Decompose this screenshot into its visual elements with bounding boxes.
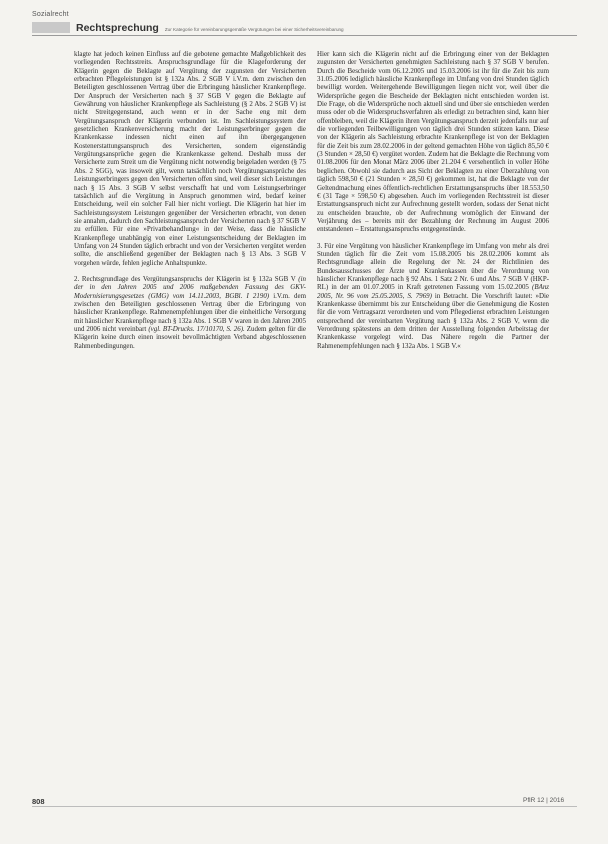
section-label: Sozialrecht: [32, 11, 69, 18]
left-paragraph-2-start: 2. Rechtsgrundlage des Vergütungsanspruchs der Klägerin ist § 132a SGB V: [74, 274, 299, 283]
right-paragraph-1: Hier kann sich die Klägerin nicht auf die Erbringung einer von der Beklagten zugunsten der Versicherten genehmigten Sachleistung nach § 37 SGB V berufen. Durch die Bescheide vom 06.12.2005 und 15.03.2006 ist ihr für die Zeit bis zum 31.05.2006 lediglich häusliche Krankenpflege im Umfang von drei Stunden täglich bewilligt worden. Weitergehende Bewilligungen liegen nicht vor, weil über die Widersprüche gegen die Bescheide der Beklagten nicht entschieden worden ist. Die Frage, ob die Widersprüche noch aktuell sind und über sie entschieden werden muss oder ob die Widerspruchsverfahren als erledigt zu betrachten sind, kann hier offenbleiben, weil die Klägerin ihren Vergütungsanspruch derzeit jedenfalls nur auf die vorliegenden Teilbewilligungen von täglich drei Stunden stützen kann. Diese von der Klägerin als Sachleistung erbrachte Krankenpflege ist von der Beklagten für die Zeit bis zum 28.02.2006 in der geltend gemachten Höhe von täglich 85,50 € (3 Stunden × 28,50 €) vergütet worden. Zudem hat die Beklagte die Rechnung vom 01.08.2006 für den Monat März 2006 über 21.204 € versehentlich in voller Höhe beglichen. Obwohl sie dadurch aus Sicht der Beklagten zu einer Überzahlung von täglich 598,50 € (21 Stunden × 28,50 €) gekommen ist, hat die Beklagte von der Geltendmachung eines öffentlich-rechtlichen Erstattungsanspruchs über 18.553,50 € (31 Tage × 598,50 €) abgesehen. Auch im vorliegenden Rechtsstreit ist dieser Erstattungsanspruch nicht zur Aufrechnung gestellt worden, sodass der Senat nicht zu entscheiden brauchte, ob der Aufrechnung womöglich der Einwand der Verjährung des – bereits mit der Bezahlung der Rechnung im August 2006 entstandenen – Erstattungsanspruchs entgegenstünde.: [317, 50, 549, 234]
running-header: [32, 20, 577, 36]
left-paragraph-2: [74, 275, 306, 350]
left-paragraph-2-citation: (in der in den Jahren 2005 und 2006 maßgebenden Fassung des GKV-Modernisierungsgesetzes (GMG) vom 14.11.2003, BGBl. I 2190): [74, 274, 306, 300]
header-accent-bar: [32, 22, 70, 33]
journal-issue: PflR 12 | 2016: [523, 797, 565, 804]
footer-divider: [32, 806, 577, 807]
left-paragraph-2-end: i.V.m. dem zwischen den Beteiligten geschlossenen Vertrag über die Erbringung von häuslicher Krankenpflege. Rahmenempfehlungen über die einheitliche Versorgung mit häuslicher Krankenpflege nach § 132a Abs. 1 SGB V waren in den Jahren 2005 und 2006 nicht vereinbart: [74, 291, 306, 333]
left-paragraph-2-citation-2: (vgl. BT-Drucks. 17/10170, S. 26).: [148, 325, 245, 333]
left-paragraph-2-tail: Zudem gelten für die Klägerin keine durch einen insoweit bevollmächtigten Verband abgeschlossenen Rahmenbedingungen.: [74, 325, 306, 350]
header-title: Rechtsprechung: [76, 22, 159, 34]
header-subtitle: Zur Kategorie für vereinbarungsgemäße Vergütungen bei einer Sicherheitsvereinbarung: [164, 27, 344, 32]
left-paragraph-1: klagte hat jedoch keinen Einfluss auf die gebotene gemachte Maßgeblichkeit des vorliegenden Rechtsstreits. Anspruchsgrundlage für die Klageforderung der Klägerin gegen die Beklagte auf Vergütung der zugunsten der Versicherten erbrachten Pflegeleistungen ist § 132a Abs. 2 SGB V i.V.m. dem zwischen den Beteiligten geschlossenen Vertrag über die Erbringung häuslicher Krankenpflege. Der Anspruch der Versicherten nach § 37 SGB V gegen die Beklagte auf Gewährung von häuslicher Krankenpflege als Sachleistung (§ 2 Abs. 2 SGB V) ist nicht Streitgegenstand, auch wenn er in der Sache eng mit dem Vergütungsanspruch der Klägerin verbunden ist. Im Sachleistungssystem der gesetzlichen Krankenversicherung macht der Leistungserbringer gegen die Krankenkasse indessen nicht einen auf ihn übergegangenen Kostenerstattungsanspruch des Versicherten, sondern eigenständig Vergütungsansprüche gegen die Krankenkasse geltend. Deshalb muss der Versicherte zum Streit um die Vergütung nicht notwendig beigeladen werden (§ 75 Abs. 2 SGG), was insoweit gilt, wenn tatsächlich noch Vergütungsansprüche des Leistungserbringers gegen den Versicherten offen sind, weil dieser sich Leistungen nach § 15 Abs. 3 SGB V selbst verschafft hat und vom Leistungserbringer tatsächlich auf die Vergütung in Anspruch genommen wird, bedarf keiner Entscheidung, weil ein solcher Fall hier nicht vorliegt. Die Klägerin hat hier im Sachleistungssystem Leistungen gegenüber der Versicherten erbracht, von denen sie annahm, dadurch den Sachleistungsanspruch der Versicherten nach § 37 SGB V zu erfüllen. Für eine »Privatbehandlung« in der Weise, dass die häusliche Krankenpflege unabhängig von einer Leistungsentscheidung der Beklagten im Umfang von 24 Stunden täglich erbracht und von der Versicherten vergütet werden sollte, die anschließend gegenüber der Beklagten nach § 13 Abs. 3 SGB V vorgehen würde, fehlen jegliche Anhaltspunkte.: [74, 50, 306, 267]
right-column: [317, 50, 549, 350]
right-paragraph-2: [317, 242, 549, 350]
right-paragraph-2-citation: (BAnz 2005, Nr. 96 vom 25.05.2005, S. 7969): [317, 283, 549, 300]
left-column: [74, 50, 306, 350]
right-paragraph-2-end: in Betracht. Die Vorschrift lautet: »Die Krankenkasse übernimmt bis zur Entscheidung über die Genehmigung die Kosten für die vom Vertragsarzt verordneten und vom Pflegedienst erbrachten Leistungen entsprechend der vereinbarten Vergütung nach § 132a Abs. 2 SGB V, wenn die Verordnung spätestens an dem dritten der Ausstellung folgenden Arbeitstag der Krankenkasse vorgelegt wird. Das Nähere regeln die Partner der Rahmenempfehlungen nach § 132a Abs. 1 SGB V.«: [317, 291, 549, 350]
page-number: 808: [32, 797, 45, 806]
right-paragraph-2-start: 3. Für eine Vergütung von häuslicher Krankenpflege im Umfang von mehr als drei Stunden täglich für die Zeit vom 15.08.2005 bis 28.02.2006 kommt als Rechtsgrundlage allein die Regelung der Nr. 24 der Richtlinien des Bundesausschusses der Ärzte und Krankenkassen über die Verordnung von häuslicher Krankenpflege nach § 92 Abs. 1 Satz 2 Nr. 6 und Abs. 7 SGB V (HKP-RL) in der am 01.07.2005 in Kraft getretenen Fassung vom 15.02.2005: [317, 241, 549, 292]
